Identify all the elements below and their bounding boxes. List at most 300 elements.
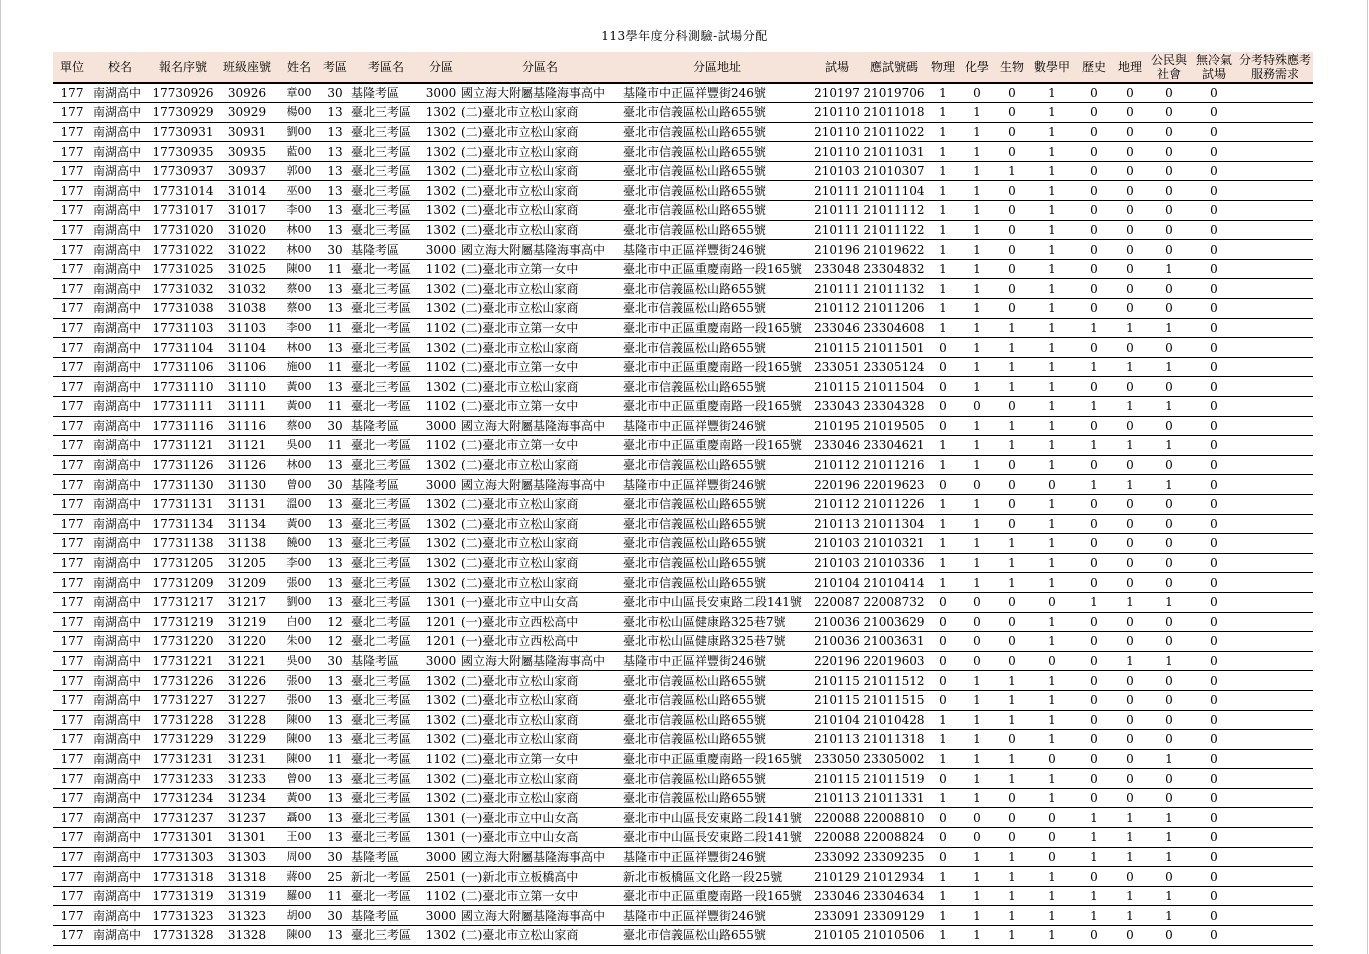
cell-exam-area-name: 臺北一考區 xyxy=(349,749,423,769)
cell-exam-area: 13 xyxy=(321,534,349,554)
cell-exam-number: 23304328 xyxy=(861,397,927,417)
cell-sub-area: 1102 xyxy=(423,436,459,456)
cell-student-name: 施00 xyxy=(277,357,321,377)
cell-student-name: 蔣00 xyxy=(277,867,321,887)
cell-exam-area: 11 xyxy=(321,749,349,769)
cell-class-seat-no: 31231 xyxy=(217,749,277,769)
cell-physics: 1 xyxy=(927,122,959,142)
cell-biology: 1 xyxy=(995,906,1029,926)
cell-sub-area-address: 臺北市信義區松山路655號 xyxy=(621,573,813,593)
cell-class-seat-no: 31103 xyxy=(217,318,277,338)
cell-exam-area: 13 xyxy=(321,494,349,514)
cell-civics: 0 xyxy=(1147,220,1191,240)
cell-exam-number: 21011226 xyxy=(861,494,927,514)
cell-sub-area: 1302 xyxy=(423,788,459,808)
cell-unit: 177 xyxy=(53,201,91,221)
table-body xyxy=(53,83,1313,945)
cell-exam-area: 13 xyxy=(321,573,349,593)
cell-class-seat-no: 30929 xyxy=(217,103,277,123)
cell-geography: 0 xyxy=(1113,279,1147,299)
cell-student-name: 饒00 xyxy=(277,534,321,554)
cell-unit: 177 xyxy=(53,808,91,828)
cell-student-name: 藍00 xyxy=(277,142,321,162)
cell-geography: 0 xyxy=(1113,142,1147,162)
cell-sub-area: 1302 xyxy=(423,181,459,201)
cell-unit: 177 xyxy=(53,828,91,848)
cell-no-ac-room: 0 xyxy=(1191,338,1237,358)
cell-chemistry: 1 xyxy=(959,788,995,808)
cell-special-service xyxy=(1237,769,1313,789)
cell-history: 0 xyxy=(1075,377,1113,397)
cell-exam-area-name: 基隆考區 xyxy=(349,475,423,495)
cell-exam-area-name: 臺北三考區 xyxy=(349,592,423,612)
cell-unit: 177 xyxy=(53,847,91,867)
cell-special-service xyxy=(1237,573,1313,593)
cell-class-seat-no: 30937 xyxy=(217,161,277,181)
cell-exam-area: 13 xyxy=(321,161,349,181)
cell-sub-area: 1102 xyxy=(423,357,459,377)
cell-unit: 177 xyxy=(53,671,91,691)
table-row xyxy=(53,788,1313,808)
cell-biology: 1 xyxy=(995,377,1029,397)
cell-registration-no: 17731017 xyxy=(149,201,217,221)
cell-exam-room: 210112 xyxy=(813,494,861,514)
cell-math-a: 0 xyxy=(1029,592,1075,612)
cell-unit: 177 xyxy=(53,161,91,181)
cell-no-ac-room: 0 xyxy=(1191,926,1237,946)
cell-civics: 0 xyxy=(1147,514,1191,534)
cell-registration-no: 17731121 xyxy=(149,436,217,456)
cell-civics: 0 xyxy=(1147,240,1191,260)
cell-physics: 1 xyxy=(927,886,959,906)
cell-math-a: 0 xyxy=(1029,651,1075,671)
cell-chemistry: 1 xyxy=(959,573,995,593)
cell-no-ac-room: 0 xyxy=(1191,690,1237,710)
cell-exam-number: 22019603 xyxy=(861,651,927,671)
cell-student-name: 陳00 xyxy=(277,926,321,946)
cell-geography: 0 xyxy=(1113,181,1147,201)
cell-exam-area: 11 xyxy=(321,259,349,279)
cell-class-seat-no: 31126 xyxy=(217,455,277,475)
cell-special-service xyxy=(1237,201,1313,221)
cell-exam-area-name: 臺北三考區 xyxy=(349,828,423,848)
cell-unit: 177 xyxy=(53,769,91,789)
cell-history: 0 xyxy=(1075,749,1113,769)
cell-geography: 0 xyxy=(1113,299,1147,319)
cell-sub-area-name: (一)臺北市立中山女高 xyxy=(459,808,621,828)
cell-exam-area: 11 xyxy=(321,886,349,906)
cell-sub-area: 1302 xyxy=(423,710,459,730)
cell-sub-area: 1302 xyxy=(423,455,459,475)
cell-sub-area: 1302 xyxy=(423,926,459,946)
cell-sub-area-name: (二)臺北市立松山家商 xyxy=(459,142,621,162)
cell-sub-area: 1302 xyxy=(423,201,459,221)
cell-exam-area-name: 臺北三考區 xyxy=(349,299,423,319)
cell-sub-area-name: (二)臺北市立松山家商 xyxy=(459,730,621,750)
cell-biology: 1 xyxy=(995,161,1029,181)
cell-sub-area: 1302 xyxy=(423,494,459,514)
cell-exam-area: 13 xyxy=(321,103,349,123)
cell-no-ac-room: 0 xyxy=(1191,886,1237,906)
cell-math-a: 1 xyxy=(1029,161,1075,181)
cell-unit: 177 xyxy=(53,240,91,260)
cell-exam-area: 13 xyxy=(321,514,349,534)
cell-class-seat-no: 31032 xyxy=(217,279,277,299)
cell-chemistry: 1 xyxy=(959,201,995,221)
cell-geography: 1 xyxy=(1113,318,1147,338)
cell-physics: 1 xyxy=(927,926,959,946)
cell-sub-area-address: 臺北市信義區松山路655號 xyxy=(621,455,813,475)
cell-exam-area: 11 xyxy=(321,436,349,456)
exam-assignment-table xyxy=(53,52,1313,946)
cell-no-ac-room: 0 xyxy=(1191,299,1237,319)
cell-geography: 0 xyxy=(1113,573,1147,593)
cell-chemistry: 1 xyxy=(959,514,995,534)
column-header-school-name: 校名 xyxy=(91,52,149,83)
cell-exam-area-name: 基隆考區 xyxy=(349,906,423,926)
cell-math-a: 1 xyxy=(1029,397,1075,417)
cell-chemistry: 1 xyxy=(959,847,995,867)
cell-math-a: 1 xyxy=(1029,926,1075,946)
cell-civics: 0 xyxy=(1147,573,1191,593)
cell-exam-room: 210129 xyxy=(813,867,861,887)
cell-physics: 0 xyxy=(927,357,959,377)
cell-special-service xyxy=(1237,553,1313,573)
cell-exam-area: 13 xyxy=(321,690,349,710)
cell-geography: 0 xyxy=(1113,730,1147,750)
cell-sub-area-name: (二)臺北市立松山家商 xyxy=(459,690,621,710)
table-row xyxy=(53,710,1313,730)
cell-biology: 0 xyxy=(995,651,1029,671)
cell-unit: 177 xyxy=(53,279,91,299)
cell-civics: 0 xyxy=(1147,416,1191,436)
cell-no-ac-room: 0 xyxy=(1191,220,1237,240)
cell-sub-area: 1201 xyxy=(423,632,459,652)
cell-sub-area-address: 臺北市信義區松山路655號 xyxy=(621,671,813,691)
cell-civics: 0 xyxy=(1147,181,1191,201)
cell-sub-area-name: 國立海大附屬基隆海事高中 xyxy=(459,416,621,436)
cell-class-seat-no: 31104 xyxy=(217,338,277,358)
cell-student-name: 張00 xyxy=(277,671,321,691)
cell-unit: 177 xyxy=(53,592,91,612)
table-row xyxy=(53,690,1313,710)
cell-exam-number: 21011512 xyxy=(861,671,927,691)
cell-exam-area-name: 臺北三考區 xyxy=(349,730,423,750)
cell-sub-area-address: 基隆市中正區祥豐街246號 xyxy=(621,906,813,926)
cell-exam-number: 21011318 xyxy=(861,730,927,750)
cell-class-seat-no: 31323 xyxy=(217,906,277,926)
cell-special-service xyxy=(1237,416,1313,436)
cell-special-service xyxy=(1237,632,1313,652)
cell-chemistry: 1 xyxy=(959,671,995,691)
cell-exam-area-name: 臺北三考區 xyxy=(349,690,423,710)
cell-registration-no: 17731022 xyxy=(149,240,217,260)
cell-sub-area-name: 國立海大附屬基隆海事高中 xyxy=(459,240,621,260)
cell-exam-number: 23305124 xyxy=(861,357,927,377)
cell-exam-number: 21010414 xyxy=(861,573,927,593)
table-row xyxy=(53,377,1313,397)
cell-sub-area-name: (二)臺北市立松山家商 xyxy=(459,181,621,201)
cell-biology: 0 xyxy=(995,83,1029,103)
table-row xyxy=(53,573,1313,593)
cell-biology: 0 xyxy=(995,259,1029,279)
cell-registration-no: 17731319 xyxy=(149,886,217,906)
cell-math-a: 1 xyxy=(1029,181,1075,201)
table-row xyxy=(53,612,1313,632)
cell-no-ac-room: 0 xyxy=(1191,632,1237,652)
cell-exam-area-name: 基隆考區 xyxy=(349,240,423,260)
cell-special-service xyxy=(1237,788,1313,808)
cell-physics: 0 xyxy=(927,377,959,397)
cell-sub-area-address: 臺北市信義區松山路655號 xyxy=(621,690,813,710)
cell-sub-area: 1102 xyxy=(423,259,459,279)
cell-sub-area: 3000 xyxy=(423,475,459,495)
cell-student-name: 陳00 xyxy=(277,710,321,730)
cell-class-seat-no: 31226 xyxy=(217,671,277,691)
cell-exam-number: 21011018 xyxy=(861,103,927,123)
cell-exam-area: 13 xyxy=(321,671,349,691)
cell-exam-room: 210111 xyxy=(813,201,861,221)
table-row xyxy=(53,749,1313,769)
cell-exam-area-name: 臺北三考區 xyxy=(349,671,423,691)
cell-physics: 0 xyxy=(927,416,959,436)
cell-registration-no: 17730931 xyxy=(149,122,217,142)
cell-no-ac-room: 0 xyxy=(1191,769,1237,789)
cell-physics: 0 xyxy=(927,397,959,417)
cell-exam-number: 21011031 xyxy=(861,142,927,162)
cell-exam-room: 210110 xyxy=(813,103,861,123)
cell-exam-area-name: 臺北三考區 xyxy=(349,769,423,789)
cell-registration-no: 17731229 xyxy=(149,730,217,750)
cell-no-ac-room: 0 xyxy=(1191,455,1237,475)
cell-biology: 1 xyxy=(995,416,1029,436)
cell-no-ac-room: 0 xyxy=(1191,730,1237,750)
cell-history: 0 xyxy=(1075,730,1113,750)
cell-chemistry: 1 xyxy=(959,103,995,123)
cell-math-a: 1 xyxy=(1029,867,1075,887)
cell-exam-room: 210115 xyxy=(813,690,861,710)
cell-math-a: 1 xyxy=(1029,906,1075,926)
cell-history: 0 xyxy=(1075,122,1113,142)
cell-exam-room: 210105 xyxy=(813,926,861,946)
cell-student-name: 周00 xyxy=(277,847,321,867)
cell-special-service xyxy=(1237,240,1313,260)
cell-school-name: 南湖高中 xyxy=(91,926,149,946)
cell-no-ac-room: 0 xyxy=(1191,122,1237,142)
cell-geography: 1 xyxy=(1113,357,1147,377)
cell-sub-area-address: 臺北市中正區重慶南路一段165號 xyxy=(621,318,813,338)
cell-special-service xyxy=(1237,181,1313,201)
cell-history: 0 xyxy=(1075,142,1113,162)
cell-physics: 0 xyxy=(927,632,959,652)
cell-exam-area-name: 臺北一考區 xyxy=(349,397,423,417)
cell-no-ac-room: 0 xyxy=(1191,201,1237,221)
cell-geography: 1 xyxy=(1113,828,1147,848)
cell-sub-area-address: 臺北市中正區重慶南路一段165號 xyxy=(621,357,813,377)
cell-geography: 1 xyxy=(1113,397,1147,417)
cell-school-name: 南湖高中 xyxy=(91,690,149,710)
cell-no-ac-room: 0 xyxy=(1191,788,1237,808)
cell-civics: 0 xyxy=(1147,690,1191,710)
cell-sub-area-name: (二)臺北市立松山家商 xyxy=(459,377,621,397)
cell-chemistry: 0 xyxy=(959,612,995,632)
cell-sub-area-name: (二)臺北市立第一女中 xyxy=(459,749,621,769)
cell-special-service xyxy=(1237,475,1313,495)
cell-civics: 0 xyxy=(1147,730,1191,750)
cell-exam-area: 13 xyxy=(321,592,349,612)
column-header-registration-no: 報名序號 xyxy=(149,52,217,83)
cell-exam-room: 210110 xyxy=(813,122,861,142)
cell-exam-room: 220196 xyxy=(813,475,861,495)
cell-biology: 0 xyxy=(995,788,1029,808)
cell-student-name: 李00 xyxy=(277,318,321,338)
cell-sub-area-name: 國立海大附屬基隆海事高中 xyxy=(459,847,621,867)
column-header-exam-area: 考區 xyxy=(321,52,349,83)
cell-sub-area-address: 基隆市中正區祥豐街246號 xyxy=(621,240,813,260)
cell-class-seat-no: 31134 xyxy=(217,514,277,534)
cell-exam-room: 210112 xyxy=(813,455,861,475)
cell-no-ac-room: 0 xyxy=(1191,651,1237,671)
cell-class-seat-no: 31022 xyxy=(217,240,277,260)
cell-class-seat-no: 31229 xyxy=(217,730,277,750)
cell-sub-area: 2501 xyxy=(423,867,459,887)
cell-biology: 1 xyxy=(995,690,1029,710)
cell-exam-room: 210113 xyxy=(813,730,861,750)
cell-exam-room: 233046 xyxy=(813,886,861,906)
cell-geography: 1 xyxy=(1113,592,1147,612)
cell-exam-number: 21011504 xyxy=(861,377,927,397)
cell-exam-area-name: 臺北一考區 xyxy=(349,436,423,456)
cell-exam-area-name: 臺北三考區 xyxy=(349,161,423,181)
table-row xyxy=(53,475,1313,495)
cell-sub-area-address: 臺北市松山區健康路325巷7號 xyxy=(621,632,813,652)
cell-geography: 0 xyxy=(1113,103,1147,123)
cell-class-seat-no: 31130 xyxy=(217,475,277,495)
cell-biology: 0 xyxy=(995,808,1029,828)
cell-math-a: 1 xyxy=(1029,220,1075,240)
cell-biology: 0 xyxy=(995,279,1029,299)
cell-geography: 0 xyxy=(1113,122,1147,142)
cell-registration-no: 17730926 xyxy=(149,83,217,103)
cell-geography: 0 xyxy=(1113,534,1147,554)
cell-exam-room: 233046 xyxy=(813,318,861,338)
cell-school-name: 南湖高中 xyxy=(91,534,149,554)
cell-exam-area: 13 xyxy=(321,122,349,142)
cell-civics: 1 xyxy=(1147,847,1191,867)
cell-sub-area-name: (二)臺北市立松山家商 xyxy=(459,122,621,142)
cell-math-a: 1 xyxy=(1029,494,1075,514)
cell-exam-area: 13 xyxy=(321,279,349,299)
cell-history: 0 xyxy=(1075,651,1113,671)
cell-history: 1 xyxy=(1075,847,1113,867)
cell-school-name: 南湖高中 xyxy=(91,730,149,750)
cell-special-service xyxy=(1237,494,1313,514)
cell-chemistry: 0 xyxy=(959,651,995,671)
cell-exam-area-name: 臺北三考區 xyxy=(349,553,423,573)
cell-exam-area: 30 xyxy=(321,416,349,436)
cell-sub-area-name: (二)臺北市立松山家商 xyxy=(459,103,621,123)
cell-special-service xyxy=(1237,671,1313,691)
cell-sub-area-name: 國立海大附屬基隆海事高中 xyxy=(459,83,621,103)
table-row xyxy=(53,651,1313,671)
cell-school-name: 南湖高中 xyxy=(91,299,149,319)
column-header-special-service: 分考特殊應考服務需求 xyxy=(1238,53,1311,81)
cell-student-name: 章00 xyxy=(277,83,321,103)
cell-school-name: 南湖高中 xyxy=(91,201,149,221)
cell-physics: 1 xyxy=(927,259,959,279)
cell-no-ac-room: 0 xyxy=(1191,553,1237,573)
cell-special-service xyxy=(1237,730,1313,750)
cell-school-name: 南湖高中 xyxy=(91,886,149,906)
cell-history: 0 xyxy=(1075,612,1113,632)
cell-physics: 1 xyxy=(927,220,959,240)
cell-civics: 0 xyxy=(1147,122,1191,142)
cell-unit: 177 xyxy=(53,181,91,201)
cell-exam-area: 30 xyxy=(321,83,349,103)
cell-no-ac-room: 0 xyxy=(1191,259,1237,279)
cell-math-a: 1 xyxy=(1029,632,1075,652)
cell-student-name: 劉00 xyxy=(277,122,321,142)
cell-math-a: 1 xyxy=(1029,730,1075,750)
cell-biology: 1 xyxy=(995,710,1029,730)
cell-no-ac-room: 0 xyxy=(1191,240,1237,260)
cell-exam-room: 233092 xyxy=(813,847,861,867)
cell-unit: 177 xyxy=(53,142,91,162)
cell-exam-room: 210111 xyxy=(813,181,861,201)
cell-exam-area-name: 臺北三考區 xyxy=(349,142,423,162)
cell-special-service xyxy=(1237,161,1313,181)
cell-sub-area-address: 臺北市中正區重慶南路一段165號 xyxy=(621,397,813,417)
cell-math-a: 1 xyxy=(1029,690,1075,710)
cell-special-service xyxy=(1237,142,1313,162)
cell-sub-area-address: 臺北市信義區松山路655號 xyxy=(621,926,813,946)
cell-unit: 177 xyxy=(53,318,91,338)
cell-special-service xyxy=(1237,690,1313,710)
cell-special-service xyxy=(1237,397,1313,417)
cell-exam-area: 11 xyxy=(321,357,349,377)
cell-no-ac-room: 0 xyxy=(1191,475,1237,495)
cell-biology: 1 xyxy=(995,926,1029,946)
cell-exam-area-name: 臺北三考區 xyxy=(349,788,423,808)
cell-physics: 1 xyxy=(927,534,959,554)
cell-geography: 1 xyxy=(1113,651,1147,671)
cell-school-name: 南湖高中 xyxy=(91,240,149,260)
cell-exam-room: 233046 xyxy=(813,436,861,456)
cell-exam-area: 30 xyxy=(321,906,349,926)
cell-sub-area-name: (二)臺北市立松山家商 xyxy=(459,926,621,946)
cell-biology: 1 xyxy=(995,553,1029,573)
cell-unit: 177 xyxy=(53,867,91,887)
cell-class-seat-no: 31106 xyxy=(217,357,277,377)
cell-student-name: 溫00 xyxy=(277,494,321,514)
cell-biology: 1 xyxy=(995,671,1029,691)
cell-sub-area-address: 臺北市信義區松山路655號 xyxy=(621,534,813,554)
table-row xyxy=(53,103,1313,123)
cell-math-a: 0 xyxy=(1029,808,1075,828)
cell-biology: 0 xyxy=(995,455,1029,475)
cell-sub-area-name: (一)新北市立板橋高中 xyxy=(459,867,621,887)
cell-student-name: 黃00 xyxy=(277,788,321,808)
cell-class-seat-no: 30935 xyxy=(217,142,277,162)
cell-biology: 0 xyxy=(995,514,1029,534)
table-row xyxy=(53,730,1313,750)
cell-school-name: 南湖高中 xyxy=(91,651,149,671)
cell-exam-room: 210115 xyxy=(813,671,861,691)
cell-sub-area-address: 臺北市信義區松山路655號 xyxy=(621,553,813,573)
table-row xyxy=(53,514,1313,534)
table-row xyxy=(53,299,1313,319)
cell-chemistry: 0 xyxy=(959,83,995,103)
